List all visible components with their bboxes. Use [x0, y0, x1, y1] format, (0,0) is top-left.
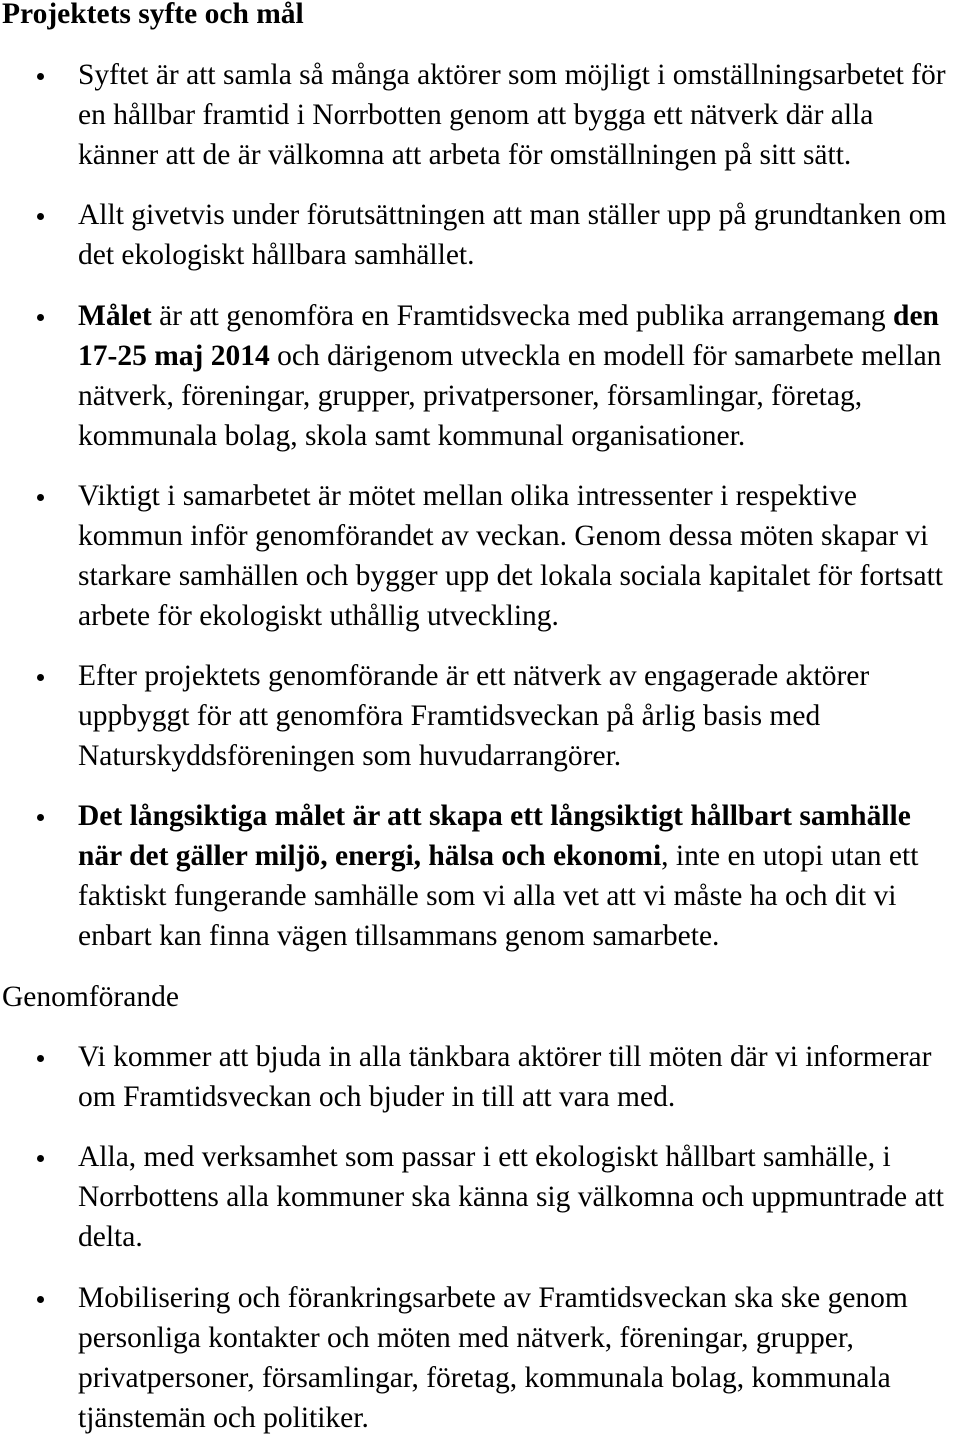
text-line — [78, 476, 960, 516]
text-line — [78, 336, 960, 376]
text-line — [78, 556, 960, 596]
bullet-icon — [37, 1155, 44, 1162]
text-segment: delta. — [78, 1221, 143, 1254]
text-segment: Efter projektets genomförande är ett nätverk av engagerade aktörer — [78, 660, 870, 693]
text-line — [78, 135, 960, 175]
list-item — [0, 55, 960, 175]
text-line — [78, 1077, 960, 1117]
text-segment: privatpersoner, församlingar, företag, kommunala bolag, kommunala — [78, 1361, 891, 1394]
text-segment: starkare samhällen och bygger upp det lokala sociala kapitalet för fortsatt — [78, 559, 944, 592]
list-item — [0, 195, 960, 275]
text-segment: en hållbar framtid i Norrbotten genom att bygga ett nätverk där alla — [78, 99, 874, 131]
text-segment: om Framtidsveckan och bjuder in till att vara med. — [78, 1081, 676, 1114]
bullet-icon — [37, 814, 44, 821]
text-line — [78, 296, 960, 336]
text-line — [78, 596, 960, 636]
text-line — [78, 235, 960, 275]
bold-text: när det gäller miljö, energi, hälsa och ekonomi — [78, 840, 662, 873]
text-line — [78, 1137, 960, 1177]
text-segment: Syftet är att samla så många aktörer som möjligt i omställningsarbetet för — [78, 59, 946, 91]
text-segment: är att genomföra en Framtidsvecka med publika arrangemang — [151, 299, 894, 332]
text-line — [78, 1278, 960, 1318]
text-line — [78, 696, 960, 736]
text-line — [78, 516, 960, 556]
text-segment: faktiskt fungerande samhälle som vi alla vet att vi måste ha och dit vi — [78, 880, 897, 913]
text-segment: , inte en utopi utan ett — [661, 840, 919, 873]
text-line — [78, 195, 960, 235]
text-line — [78, 376, 960, 416]
bold-text: 17-25 maj 2014 — [78, 339, 270, 372]
text-segment: Naturskyddsföreningen som huvudarrangörer. — [78, 740, 622, 773]
bullet-icon — [37, 1055, 44, 1062]
text-segment: uppbyggt för att genomföra Framtidsveckan på årlig basis med — [78, 700, 821, 733]
text-line — [78, 656, 960, 696]
text-line — [78, 916, 960, 956]
bold-text: Målet — [78, 299, 152, 332]
section-heading: Genomförande — [2, 980, 179, 1013]
text-segment: det ekologiskt hållbara samhället. — [78, 239, 475, 272]
list-item — [0, 476, 960, 636]
text-line — [78, 1037, 960, 1077]
bullet-icon — [37, 314, 44, 321]
text-line — [78, 416, 960, 456]
text-segment: personliga kontakter och möten med nätverk, föreningar, grupper, — [78, 1321, 854, 1354]
text-line — [78, 95, 960, 135]
text-line — [78, 1398, 960, 1438]
text-segment: kommun inför genomförandet av veckan. Genom dessa möten skapar vi — [78, 519, 929, 552]
text-line — [78, 55, 960, 95]
list-item — [0, 1137, 960, 1257]
text-line — [78, 876, 960, 916]
text-line — [78, 1358, 960, 1398]
text-line — [78, 736, 960, 776]
section-implementation — [0, 977, 960, 1438]
text-line — [78, 1318, 960, 1358]
bullet-icon — [37, 494, 44, 501]
bullet-icon — [37, 73, 44, 80]
text-segment: kommunala bolag, skola samt kommunal organisationer. — [78, 419, 746, 452]
text-line — [78, 796, 960, 836]
bullet-icon — [37, 213, 44, 220]
text-segment: Mobilisering och förankringsarbete av Framtidsveckan ska ske genom — [78, 1281, 908, 1314]
text-segment: enbart kan finna vägen tillsammans genom samarbete. — [78, 920, 720, 953]
list-item — [0, 1037, 960, 1117]
text-line — [78, 1177, 960, 1217]
list-item — [0, 1278, 960, 1438]
text-segment: Norrbottens alla kommuner ska känna sig välkomna och uppmuntrade att — [78, 1181, 944, 1214]
bold-text: den — [893, 299, 939, 332]
bullet-icon — [37, 1296, 44, 1303]
list-item — [0, 656, 960, 776]
text-segment: Alla, med verksamhet som passar i ett ekologiskt hållbart samhälle, i — [78, 1141, 891, 1174]
text-segment: Allt givetvis under förutsättningen att man ställer upp på grundtanken om — [78, 199, 947, 232]
bold-text: Det långsiktiga målet är att skapa ett långsiktigt hållbart samhälle — [78, 800, 911, 833]
text-segment: arbete för ekologiskt uthållig utveckling. — [78, 599, 559, 632]
bullet-icon — [37, 674, 44, 681]
text-segment: och därigenom utveckla en modell för samarbete mellan — [269, 339, 942, 372]
text-segment: Vi kommer att bjuda in alla tänkbara aktörer till möten där vi informerar — [78, 1041, 932, 1074]
list-item — [0, 796, 960, 956]
text-segment: nätverk, föreningar, grupper, privatpersoner, församlingar, företag, — [78, 379, 863, 412]
list-item — [0, 296, 960, 456]
text-segment: Viktigt i samarbetet är mötet mellan olika intressenter i respektive — [78, 479, 857, 512]
text-line — [78, 836, 960, 876]
text-line — [78, 1217, 960, 1257]
text-segment: tjänstemän och politiker. — [78, 1401, 369, 1434]
text-segment: känner att de är välkomna att arbeta för omställningen på sitt sätt. — [78, 139, 852, 171]
section-heading: Projektets syfte och mål — [2, 0, 304, 30]
